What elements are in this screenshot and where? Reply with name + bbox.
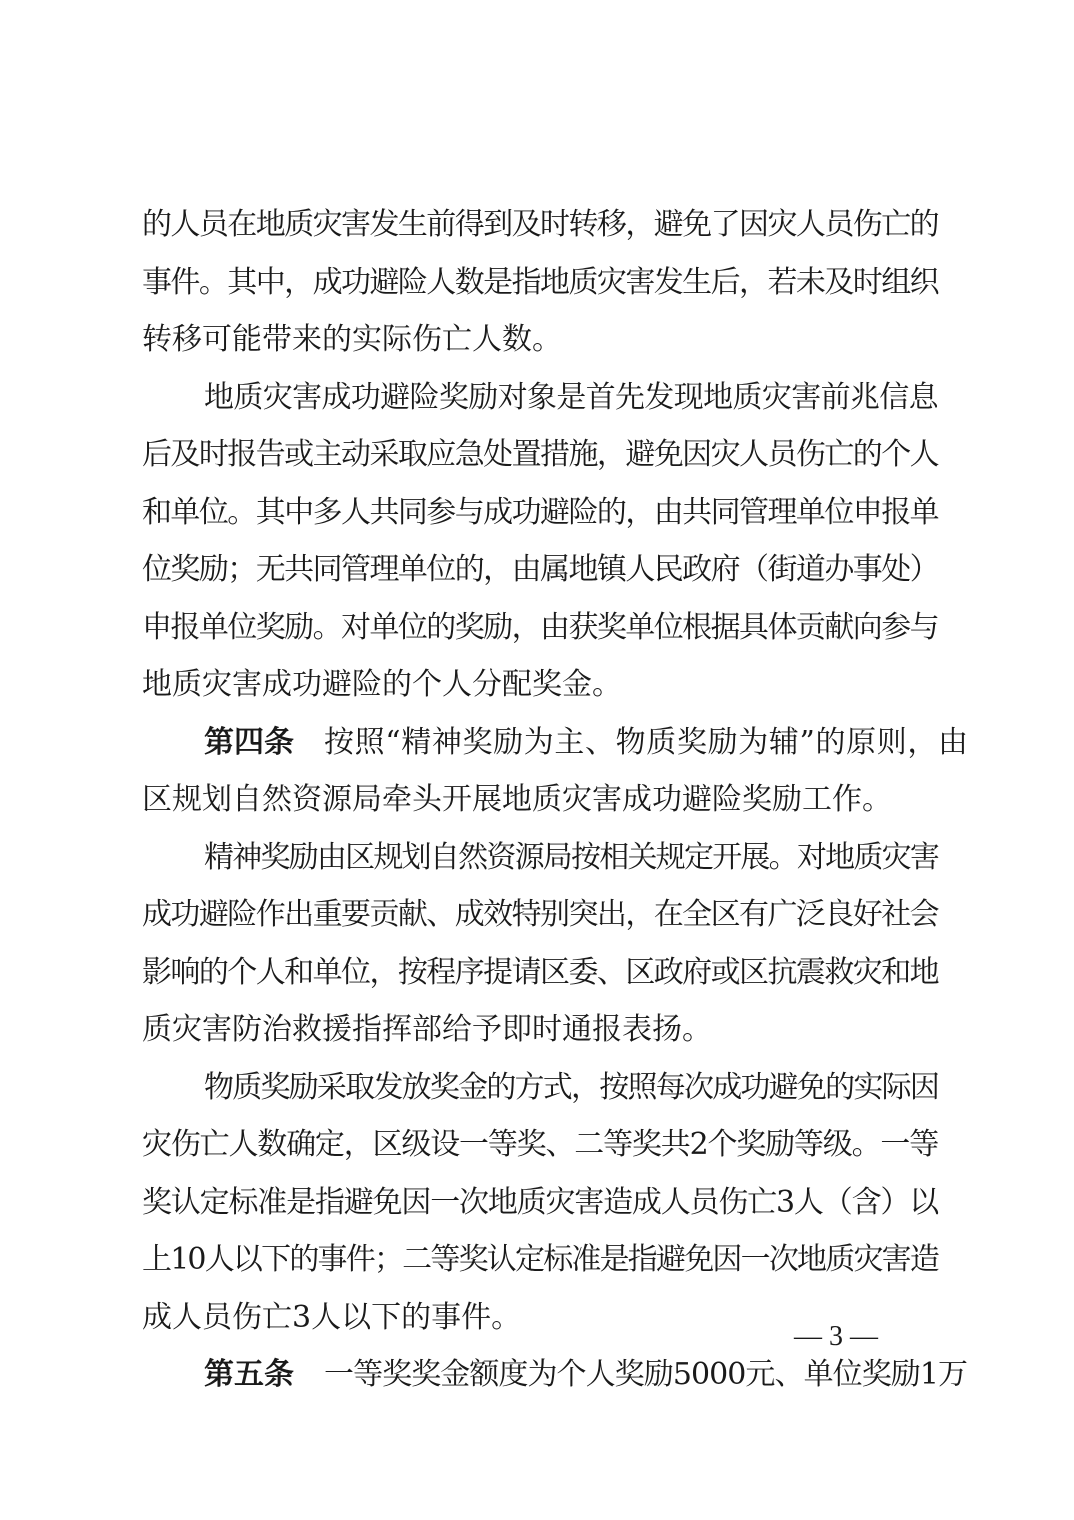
text-line (142, 541, 938, 599)
line-text: 申报单位奖励。对单位的奖励，由获奖单位根据具体贡献向参与 (142, 609, 938, 645)
body-text (142, 196, 969, 1404)
text-line (142, 1116, 938, 1174)
line-text: 成功避险作出重要贡献、成效特别突出，在全区有广泛良好社会 (142, 897, 938, 932)
text-line (142, 1059, 938, 1117)
text-line (142, 311, 938, 369)
text-line (142, 829, 938, 887)
text-line (142, 714, 969, 772)
line-text: 地质灾害成功避险的个人分配奖金。 (142, 667, 622, 702)
page-number: — 3 — (794, 1321, 878, 1352)
article-label: 第五条 (204, 1357, 294, 1392)
text-line (142, 1174, 938, 1232)
text-line (142, 254, 938, 312)
line-text: 区规划自然资源局牵头开展地质灾害成功避险奖励工作。 (142, 782, 892, 817)
text-line (142, 771, 938, 829)
text-line (142, 484, 938, 542)
line-text: 地质灾害成功避险奖励对象是首先发现地质灾害前兆信息 (204, 379, 938, 415)
line-text: 事件。其中，成功避险人数是指地质灾害发生后，若未及时组织 (142, 264, 938, 300)
text-line (142, 886, 938, 944)
text-line (142, 656, 938, 714)
line-text: 上10人以下的事件；二等奖认定标准是指避免因一次地质灾害造 (142, 1242, 938, 1277)
text-line (142, 196, 938, 254)
line-text: 位奖励；无共同管理单位的，由属地镇人民政府（街道办事处） (142, 552, 938, 587)
line-text: 奖认定标准是指避免因一次地质灾害造成人员伤亡3人（含）以 (142, 1184, 938, 1220)
article-label: 第四条 (204, 724, 294, 760)
line-text: 质灾害防治救援指挥部给予即时通报表扬。 (142, 1012, 712, 1047)
text-line (142, 369, 938, 427)
line-text: 和单位。其中多人共同参与成功避险的，由共同管理单位申报单 (142, 494, 938, 530)
text-line (142, 599, 938, 657)
text-line (142, 1001, 938, 1059)
text-line (142, 944, 938, 1002)
line-text: 后及时报告或主动采取应急处置措施，避免因灾人员伤亡的个人 (142, 437, 938, 472)
line-text: 一等奖奖金额度为个人奖励5000元、单位奖励1万 (324, 1357, 968, 1392)
text-line (142, 1346, 968, 1404)
text-line (142, 1231, 938, 1289)
line-text: 物质奖励采取发放奖金的方式，按照每次成功避免的实际因 (204, 1069, 938, 1105)
line-text: 的人员在地质灾害发生前得到及时转移，避免了因灾人员伤亡的 (142, 207, 938, 242)
line-text: 影响的个人和单位，按程序提请区委、区政府或区抗震救灾和地 (142, 954, 938, 990)
line-text: 精神奖励由区规划自然资源局按相关规定开展。对地质灾害 (204, 839, 938, 875)
line-text: 按照“精神奖励为主、物质奖励为辅”的原则，由 (324, 724, 969, 760)
line-text: 灾伤亡人数确定，区级设一等奖、二等奖共2个奖励等级。一等 (142, 1127, 938, 1162)
text-line (142, 426, 938, 484)
line-text: 转移可能带来的实际伤亡人数。 (142, 322, 562, 357)
line-text: 成人员伤亡3人以下的事件。 (142, 1299, 522, 1335)
